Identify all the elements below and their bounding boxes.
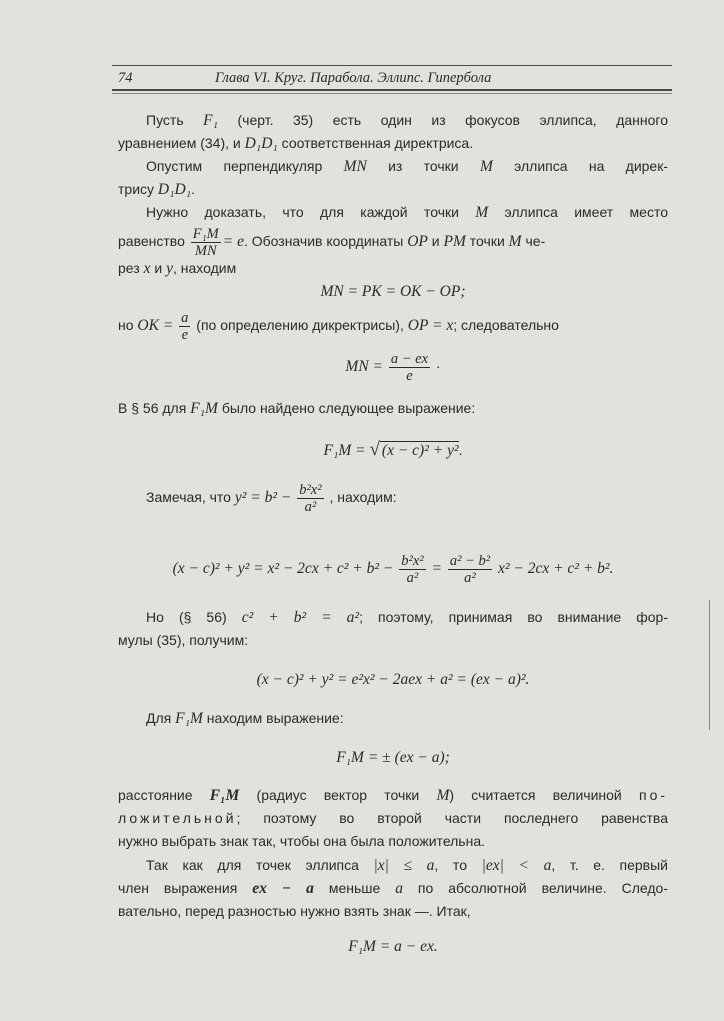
math-expression: (x − c)² + y² = e²x² − 2aex + a² = (ex − a)². — [256, 671, 530, 688]
fraction-numerator: b²x² — [299, 481, 322, 498]
text-run: ; поэтому во второй части последнего равенства — [236, 810, 668, 826]
text-run: (по определению дикректрисы), — [192, 317, 408, 333]
text-run: уравнением (34), и — [118, 135, 245, 151]
text-line — [118, 203, 668, 221]
text-line — [118, 481, 668, 515]
spaced-emphasis: ложительной — [118, 810, 237, 826]
text-line — [118, 937, 668, 955]
text-run: Нужно доказать, что для каждой точки — [146, 204, 476, 220]
text-run: Но (§ 56) — [146, 609, 242, 625]
fraction — [399, 553, 425, 586]
text-line — [118, 441, 668, 459]
math-expression: c² + b² = a² — [241, 609, 360, 626]
fraction — [389, 351, 430, 384]
math-expression: OK = — [137, 317, 178, 334]
math-expression-bold: F₁M — [209, 787, 240, 804]
text-run: соответственная директриса. — [277, 135, 474, 151]
math-expression: |ex| < a — [481, 857, 552, 874]
text-run: находим выражение: — [202, 710, 344, 726]
text-run: трису — [118, 181, 158, 197]
text-line — [118, 350, 668, 384]
text-run: Опустим перпендикуляр — [146, 158, 344, 174]
fraction-denominator: e — [406, 367, 413, 384]
math-expression-bold: ex − a — [252, 880, 314, 897]
fraction-numerator: F₁M — [192, 225, 219, 242]
math-expression: = e — [222, 233, 244, 250]
sqrt-icon: √ — [369, 439, 380, 460]
fraction-denominator: a² — [464, 569, 476, 586]
math-expression: F₁M — [175, 710, 203, 727]
text-run: , находим — [172, 260, 237, 276]
text-run: равенство — [118, 233, 189, 249]
text-run: эллипса имеет место — [488, 204, 668, 220]
header-rule — [112, 89, 672, 91]
text-line — [118, 134, 668, 152]
text-run: но — [118, 317, 138, 333]
text-run: Замечая, что — [146, 489, 235, 505]
text-run: из точки — [366, 158, 480, 174]
fraction — [191, 226, 221, 259]
text-line — [118, 180, 668, 198]
text-line — [118, 111, 668, 129]
text-run: Пусть — [146, 112, 204, 128]
text-run: рез — [118, 260, 144, 276]
fraction-denominator: e — [181, 326, 189, 343]
text-line — [118, 709, 668, 727]
math-expression: M — [436, 787, 450, 804]
fraction-numerator: a² − b² — [449, 552, 491, 569]
text-run: ; следовательно — [453, 317, 559, 333]
text-run: (радиус вектор точки — [239, 787, 437, 803]
text-run: В § 56 для — [118, 400, 191, 416]
math-expression: M — [508, 233, 522, 250]
text-line — [118, 608, 668, 626]
running-header: Глава VI. Круг. Парабола. Эллипс. Гипербола — [215, 70, 492, 86]
text-line — [118, 809, 668, 827]
text-run: ; поэтому, принимая во внимание фор- — [359, 609, 668, 625]
text-line — [118, 552, 668, 586]
text-run: , находим: — [325, 489, 397, 505]
text-run: ) считается величиной — [449, 787, 639, 803]
text-line — [118, 670, 668, 688]
fraction-denominator: a² — [406, 569, 419, 586]
text-line — [118, 879, 668, 897]
math-expression: x — [143, 260, 151, 277]
text-line — [118, 902, 668, 920]
text-run: · — [432, 358, 441, 374]
math-expression: D₁D₁ — [157, 181, 192, 198]
math-expression: F₁M = ± (ex − a); — [336, 749, 450, 766]
math-expression: D₁D₁ — [244, 135, 278, 152]
text-line — [118, 259, 668, 277]
math-expression: (x − c)² + y² = x² − 2cx + c² + b² − — [172, 560, 398, 577]
fraction-numerator: a − ex — [390, 350, 429, 367]
text-run: . — [191, 181, 195, 197]
math-expression: M — [475, 204, 489, 221]
text-run: член выражения — [118, 880, 253, 896]
text-run: нужно выбрать знак так, чтобы она была положительна. — [118, 833, 486, 849]
text-run: че- — [521, 233, 546, 249]
text-line — [118, 282, 668, 300]
math-expression: M — [479, 158, 493, 175]
fraction-denominator: MN — [194, 242, 217, 259]
text-run: (черт. 35) есть один из фокусов эллипса, данного — [217, 112, 668, 128]
text-run: , т. е. первый — [551, 857, 668, 873]
text-run: , то — [434, 857, 482, 873]
fraction — [297, 482, 323, 515]
radicand: (x − c)² + y² — [381, 442, 459, 459]
text-line — [118, 631, 668, 649]
text-line — [118, 856, 668, 874]
math-expression: a — [395, 880, 403, 897]
text-run: и — [150, 260, 167, 276]
math-expression: y² = b² − — [234, 489, 296, 506]
fraction-denominator: a² — [304, 498, 317, 515]
text-run: точки — [465, 233, 509, 249]
text-run: вательно, перед разностью нужно взять знак —. Итак, — [118, 903, 471, 919]
text-run: было найдено следующее выражение: — [217, 400, 476, 416]
text-run: меньше — [313, 880, 396, 896]
text-line — [118, 748, 668, 766]
math-expression: y — [166, 260, 173, 277]
text-line — [118, 225, 668, 259]
text-line — [118, 399, 668, 417]
math-expression: MN = — [345, 358, 387, 375]
math-expression: OP — [407, 233, 428, 250]
text-run: эллипса на дирек- — [492, 158, 669, 174]
page-edge — [709, 600, 710, 730]
math-expression: MN — [343, 158, 367, 175]
text-run: и — [427, 233, 444, 249]
fraction — [179, 310, 190, 343]
fraction — [448, 553, 492, 586]
math-expression: F₁M — [190, 400, 218, 417]
page-number: 74 — [118, 70, 133, 86]
math-expression: OP = x — [407, 317, 454, 334]
text-run: по абсолютной величине. Следо- — [402, 880, 668, 896]
top-rule — [112, 65, 672, 66]
math-expression: = — [427, 560, 446, 577]
text-run: Так как для точек эллипса — [146, 857, 374, 873]
math-expression: F₁ — [203, 112, 218, 129]
math-expression: MN = PK = OK − OP; — [320, 283, 466, 300]
text-run: Для — [146, 710, 176, 726]
text-run: . Обозначив координаты — [243, 233, 408, 249]
fraction-numerator: b²x² — [401, 552, 424, 569]
text-run: . — [458, 442, 463, 458]
spaced-emphasis: по- — [638, 787, 669, 803]
math-expression: x² − 2cx + c² + b². — [494, 560, 614, 577]
text-line — [118, 309, 668, 343]
text-run: мулы (35), получим: — [118, 632, 249, 648]
header-rule-thin — [112, 93, 672, 94]
text-line — [118, 786, 668, 804]
text-line — [118, 832, 668, 850]
text-line — [118, 157, 668, 175]
math-expression: F₁M = — [323, 442, 370, 459]
math-expression: F₁M = a − ex. — [348, 938, 438, 955]
text-run: расстояние — [118, 787, 210, 803]
math-expression: PM — [443, 233, 466, 250]
math-expression: |x| ≤ a — [373, 857, 435, 874]
fraction-numerator: a — [181, 309, 189, 326]
